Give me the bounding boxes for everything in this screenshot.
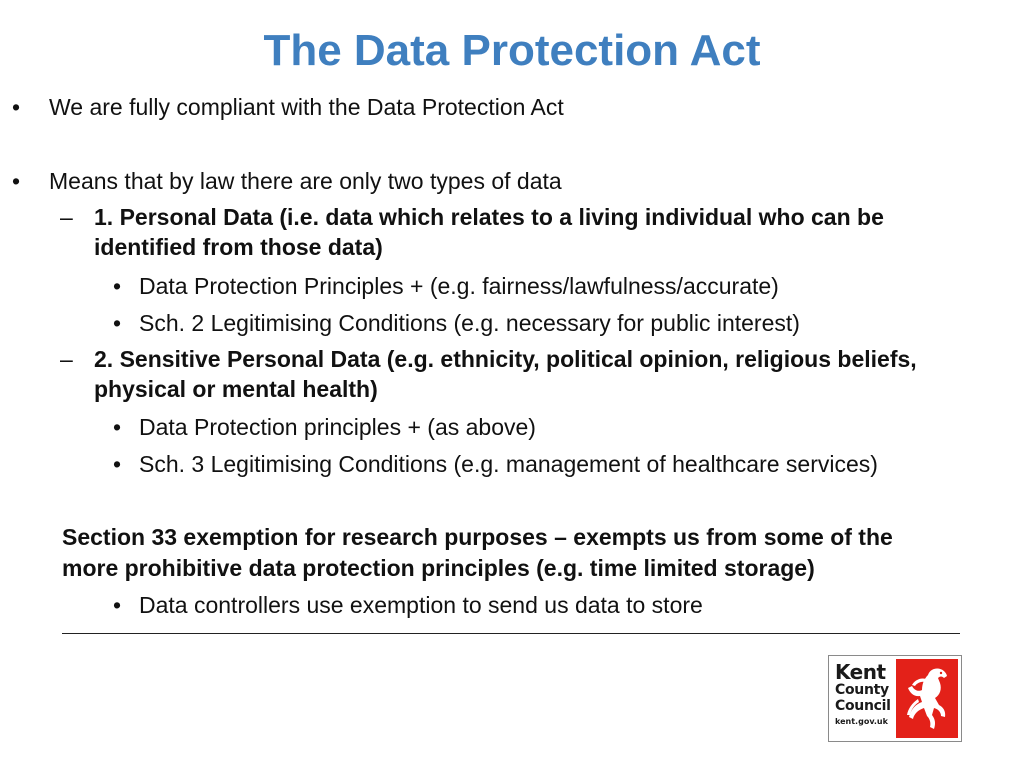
logo-url-text: kent.gov.uk [835, 717, 888, 726]
bullet-marker: • [113, 592, 122, 618]
slide-title: The Data Protection Act [263, 26, 761, 75]
section33-line1: Section 33 exemption for research purposes – exempts us from some of the [62, 524, 893, 550]
personal-data-heading-line1: 1. Personal Data (i.e. data which relates to a living individual who can be [94, 204, 884, 230]
bullet-marker: • [113, 310, 122, 336]
sensitive-data-heading-line1: 2. Sensitive Personal Data (e.g. ethnicity, political opinion, religious beliefs, [94, 346, 917, 372]
bullet-marker: • [113, 273, 122, 299]
section33-item: Data controllers use exemption to send us data to store [139, 592, 703, 618]
bullet-two-types: Means that by law there are only two types of data [49, 168, 562, 194]
dash-marker: – [60, 346, 73, 372]
sensitive-data-item: Sch. 3 Legitimising Conditions (e.g. management of healthcare services) [139, 451, 878, 477]
kent-county-council-logo [828, 655, 962, 742]
dash-marker: – [60, 204, 73, 230]
sensitive-data-item: Data Protection principles + (as above) [139, 414, 536, 440]
personal-data-item: Sch. 2 Legitimising Conditions (e.g. necessary for public interest) [139, 310, 800, 336]
personal-data-heading-line2: identified from those data) [94, 234, 383, 260]
sensitive-data-heading-line2: physical or mental health) [94, 376, 378, 402]
bullet-marker: • [113, 414, 122, 440]
bullet-marker: • [113, 451, 122, 477]
logo-council-text: Council [835, 698, 891, 714]
logo-kent-text: Kent [835, 660, 886, 684]
white-horse-icon [896, 659, 958, 738]
personal-data-item: Data Protection Principles + (e.g. fairness/lawfulness/accurate) [139, 273, 779, 299]
bullet-marker: • [12, 94, 21, 120]
divider-line [62, 633, 960, 634]
logo-wordmark [835, 662, 893, 728]
bullet-compliance: We are fully compliant with the Data Protection Act [49, 94, 564, 120]
logo-county-text: County [835, 682, 889, 698]
section33-line2: more prohibitive data protection principles (e.g. time limited storage) [62, 555, 815, 581]
bullet-marker: • [12, 168, 21, 194]
